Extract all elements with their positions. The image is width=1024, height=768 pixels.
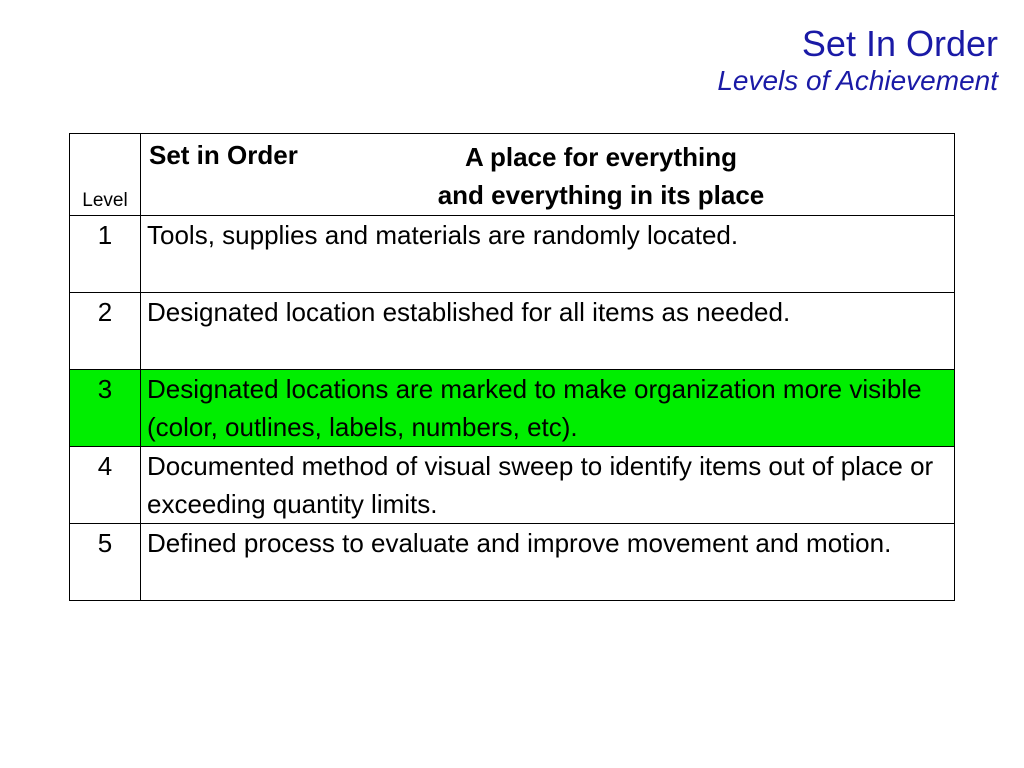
table-row-highlighted xyxy=(70,370,955,447)
level-number: 4 xyxy=(70,447,141,524)
description-column-header xyxy=(141,134,955,216)
header-set-in-order: Set in Order xyxy=(149,140,298,170)
level-number: 5 xyxy=(70,524,141,601)
header-motto-line1: A place for everything xyxy=(464,142,738,172)
header-motto xyxy=(361,138,841,214)
table-header-row xyxy=(70,134,955,216)
level-number: 1 xyxy=(70,216,141,293)
level-description: Designated location established for all items as needed. xyxy=(141,293,955,370)
page-title: Set In Order xyxy=(801,23,998,64)
level-column-header: Level xyxy=(70,134,141,216)
header-motto-line2: and everything in its place xyxy=(437,180,765,210)
table-row xyxy=(70,447,955,524)
table-row xyxy=(70,524,955,601)
page-subtitle: Levels of Achievement xyxy=(717,65,998,96)
level-description: Tools, supplies and materials are randomly located. xyxy=(141,216,955,293)
table-row xyxy=(70,293,955,370)
levels-table xyxy=(69,133,955,601)
level-description: Defined process to evaluate and improve movement and motion. xyxy=(141,524,955,601)
level-description: Designated locations are marked to make organization more visible (color, outlines, labels, numbers, etc). xyxy=(141,370,955,447)
level-number: 2 xyxy=(70,293,141,370)
title-block xyxy=(717,22,998,96)
table-row xyxy=(70,216,955,293)
level-number: 3 xyxy=(70,370,141,447)
level-description: Documented method of visual sweep to identify items out of place or exceeding quantity limits. xyxy=(141,447,955,524)
